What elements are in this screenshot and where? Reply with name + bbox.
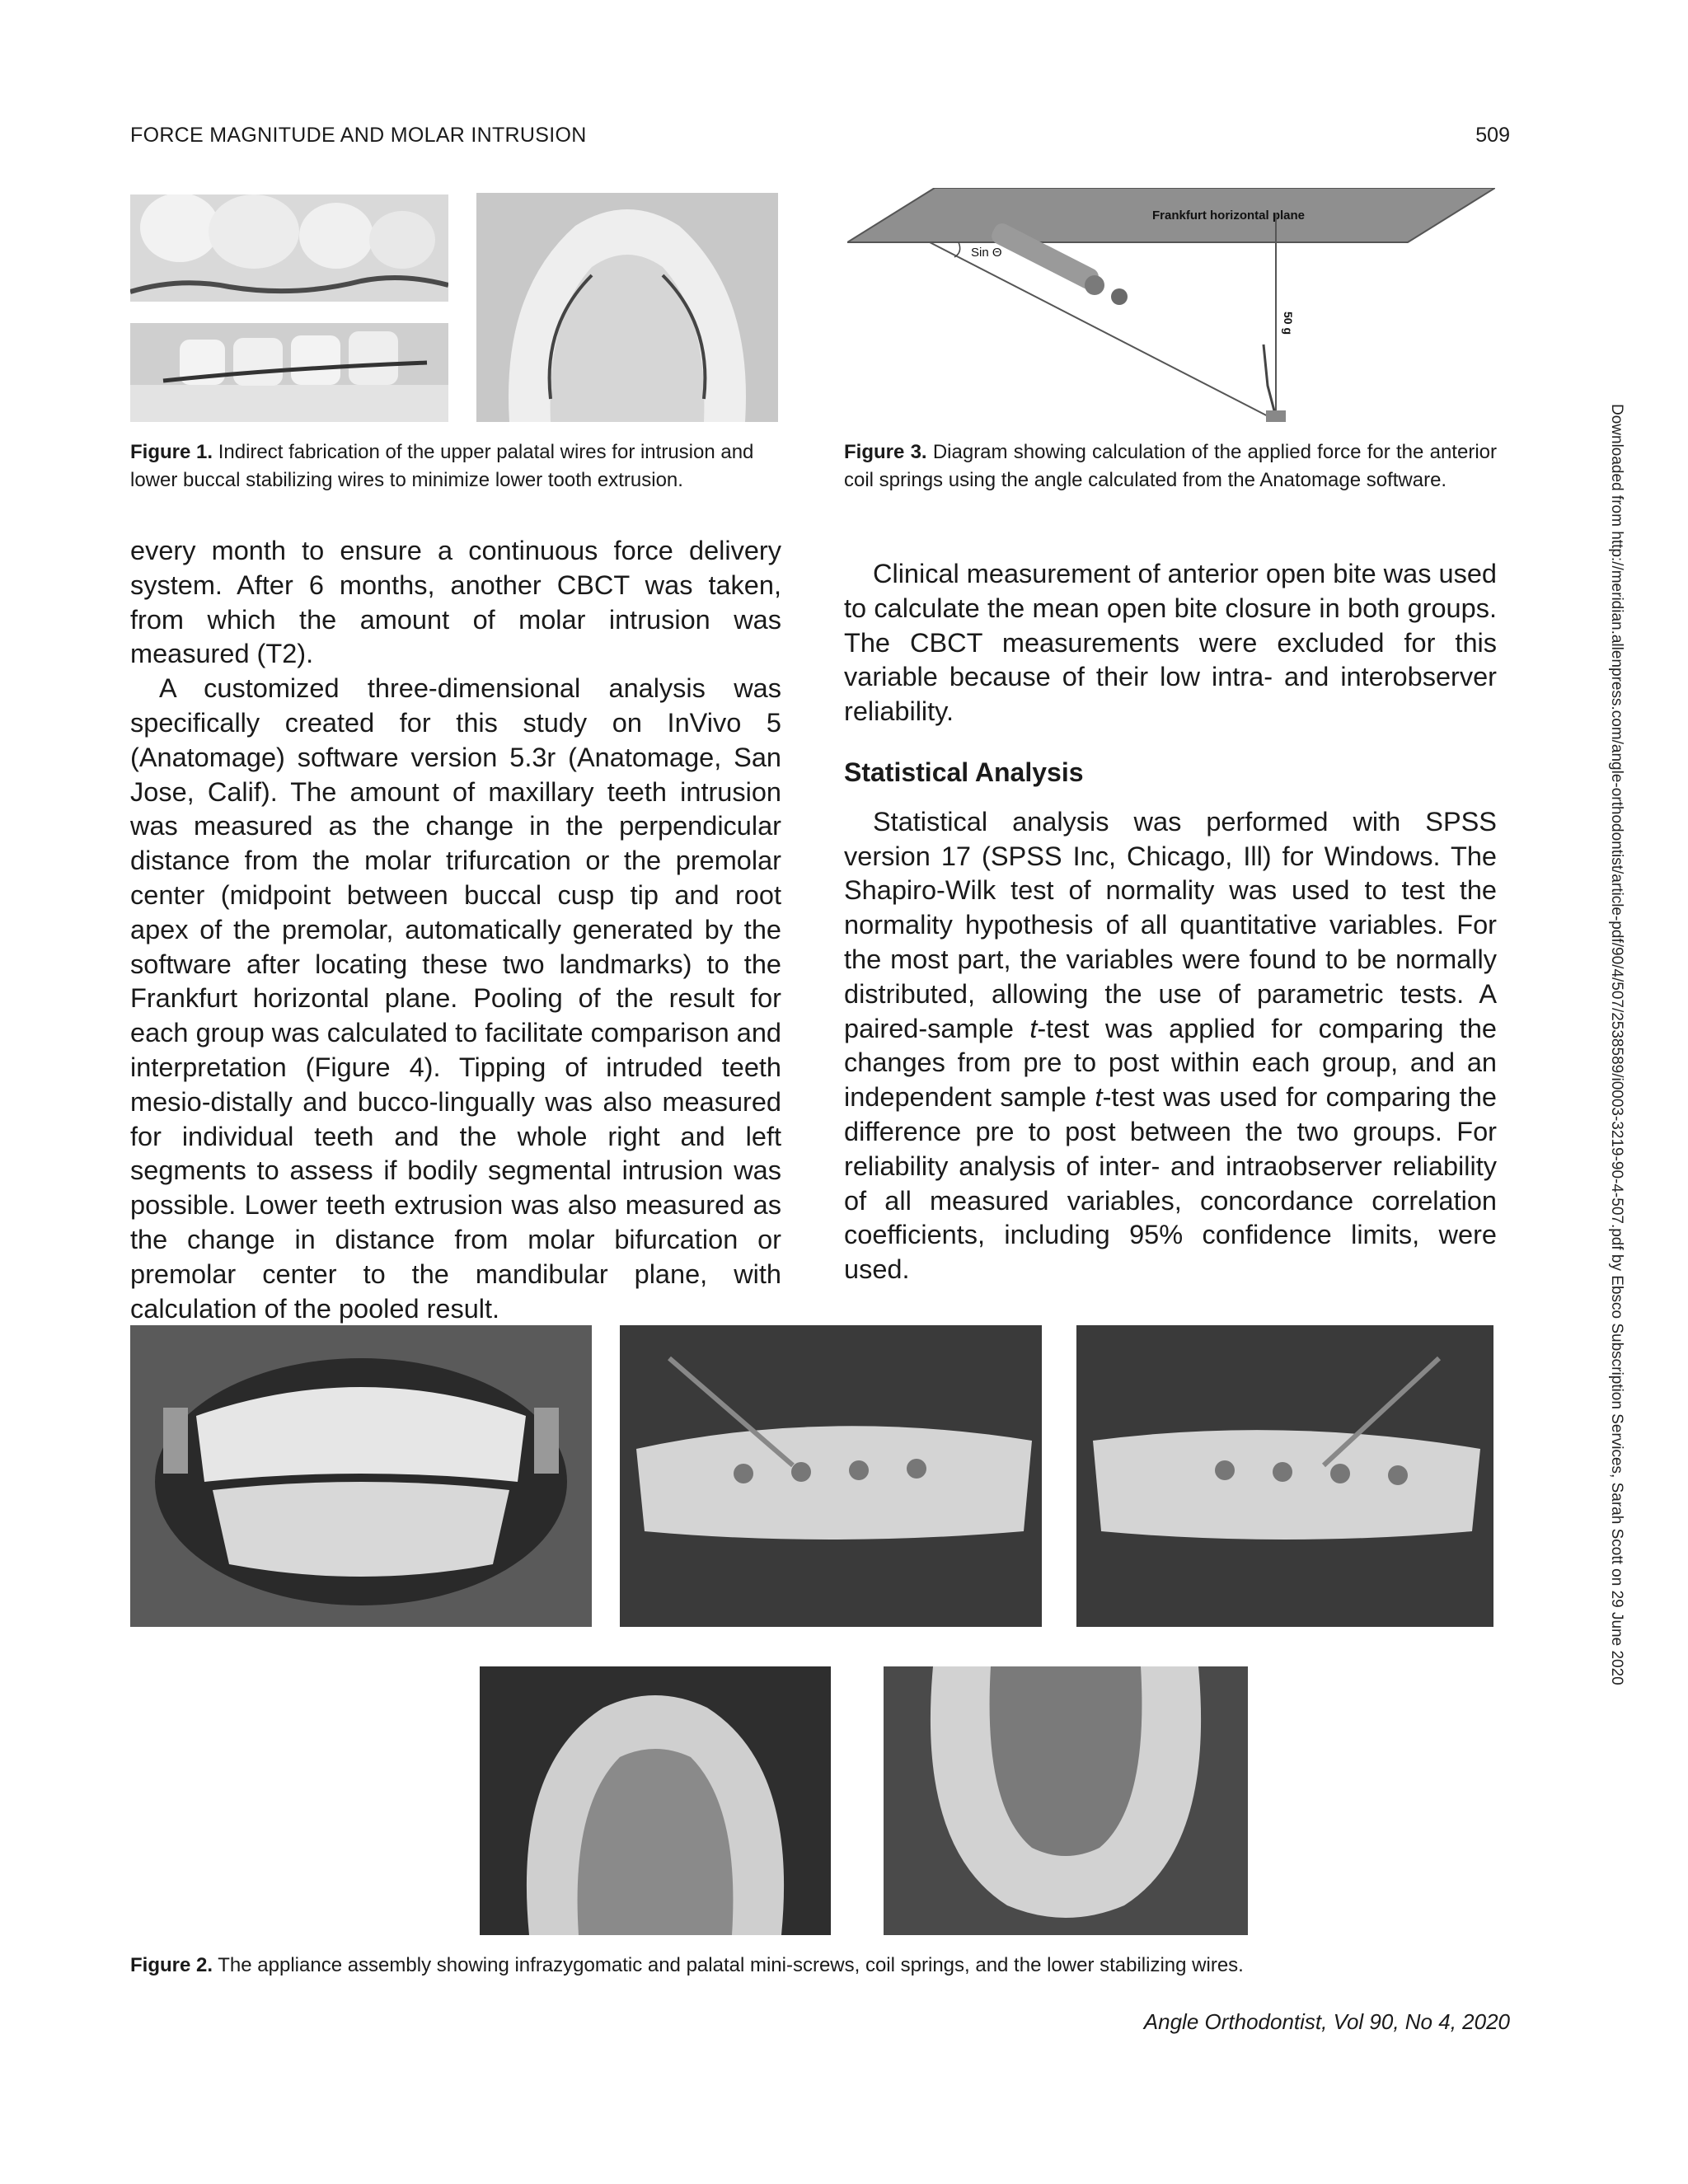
p2-part-b: -test was applied for comparing the changes from pre to post within each group, and an independent sample [844,1013,1497,1113]
figure2-photo-left-lateral [1076,1325,1493,1627]
angle-label: Sin Θ [971,246,1002,260]
right-paragraph-2 [844,805,1497,1287]
figure2-photo-frontal [130,1325,592,1627]
frankfurt-plane-label: Frankfurt horizontal plane [1152,209,1306,223]
p2-part-c: -test was used for comparing the difference pre to post between the two groups. For reliability analysis of inter- and intraobserver reliability of all measured variables, concordance correlation coefficients, including 95% confidence limits, were used. [844,1082,1497,1285]
weight-block [1266,410,1286,422]
figure2-label: Figure 2. [130,1954,213,1976]
figure3-diagram [847,188,1495,425]
left-column-text [130,534,781,1326]
p2-italic-t1: t [1029,1013,1038,1043]
figure1-caption-text: Indirect fabrication of the upper palatal wires for intrusion and lower buccal stabilizing wires to minimize lower tooth extrusion. [130,441,754,491]
section-heading: Statistical Analysis [844,757,1084,787]
hook-icon [1264,344,1276,417]
p2-italic-t2: t [1095,1082,1103,1113]
force-vector-line [930,242,1276,420]
figure1-photo-palatal-cast [476,193,778,422]
left-paragraph-2: A customized three-dimensional analysis was specifically created for this study on InVivo 5 (Anatomage) software version 5.3r (Anatomage, San Jose, Calif). The amount of maxillary teeth intrusion was measured as the change in the perpendicular distance from the molar trifurcation or the premolar center (midpoint between buccal cusp tip and root apex of the premolar, automatically generated by the software after locating these two landmarks) to the Frankfurt horizontal plane. Pooling of the result for each group was calculated to facilitate comparison and interpretation (Figure 4). Tipping of intruded teeth mesio-distally and bucco-lingually was also measured for individual teeth and the whole right and left segments to assess if bodily segmental intrusion was possible. Lower teeth extrusion was also measured as the change in distance from molar bifurcation or premolar center to the mandibular plane, with calculation of the pooled result. [130,673,781,1324]
download-note: Downloaded from http://meridian.allenpress.com/angle-orthodontist/article-pdf/90/4/507/2538589/i0003-3219-90-4-507.pdf by Ebsco Subscription Services, Sarah Scott on 29 June 2020 [1608,404,1625,1685]
figure3-caption-text: Diagram showing calculation of the applied force for the anterior coil springs using the angle calculated from the Anatomage software. [844,441,1497,491]
figure2-photo-upper-occlusal [480,1666,831,1935]
figure3-caption [844,438,1497,494]
figure2-photo-right-lateral [620,1325,1042,1627]
right-paragraph-1: Clinical measurement of anterior open bite was used to calculate the mean open bite closure in both groups. The CBCT measurements were excluded for this variable because of their low intra- and interobserver reliability. [844,559,1497,727]
figure1-caption [130,438,781,494]
figure1-photo-lower-cast [130,323,448,422]
figure1-label: Figure 1. [130,441,213,463]
figure3-label: Figure 3. [844,441,927,463]
running-title: FORCE MAGNITUDE AND MOLAR INTRUSION [130,124,587,147]
force-label: 50 g [1282,312,1295,335]
left-paragraph-1: every month to ensure a continuous force delivery system. After 6 months, another CBCT was taken, from which the amount of molar intrusion was measured (T2). [130,536,781,669]
figure2-caption-text: The appliance assembly showing infrazygomatic and palatal mini-screws, coil springs, and the lower stabilizing wires. [213,1954,1244,1976]
p2-part-a: Statistical analysis was performed with SPSS version 17 (SPSS Inc, Chicago, Ill) for Windows. The Shapiro-Wilk test of normality was used to test the normality hypothesis of all quantitative variables. For the most part, the variables were found to be normally distributed, allowing the use of parametric tests. A paired-sample [844,806,1497,1043]
figure1-photo-upper-cast [130,194,448,302]
page-number: 509 [1475,124,1510,147]
right-column-text [844,557,1497,1287]
figure2-caption [130,1952,1497,1980]
journal-footer: Angle Orthodontist, Vol 90, No 4, 2020 [1143,2009,1510,2034]
figure2-photo-lower-occlusal [884,1666,1248,1935]
